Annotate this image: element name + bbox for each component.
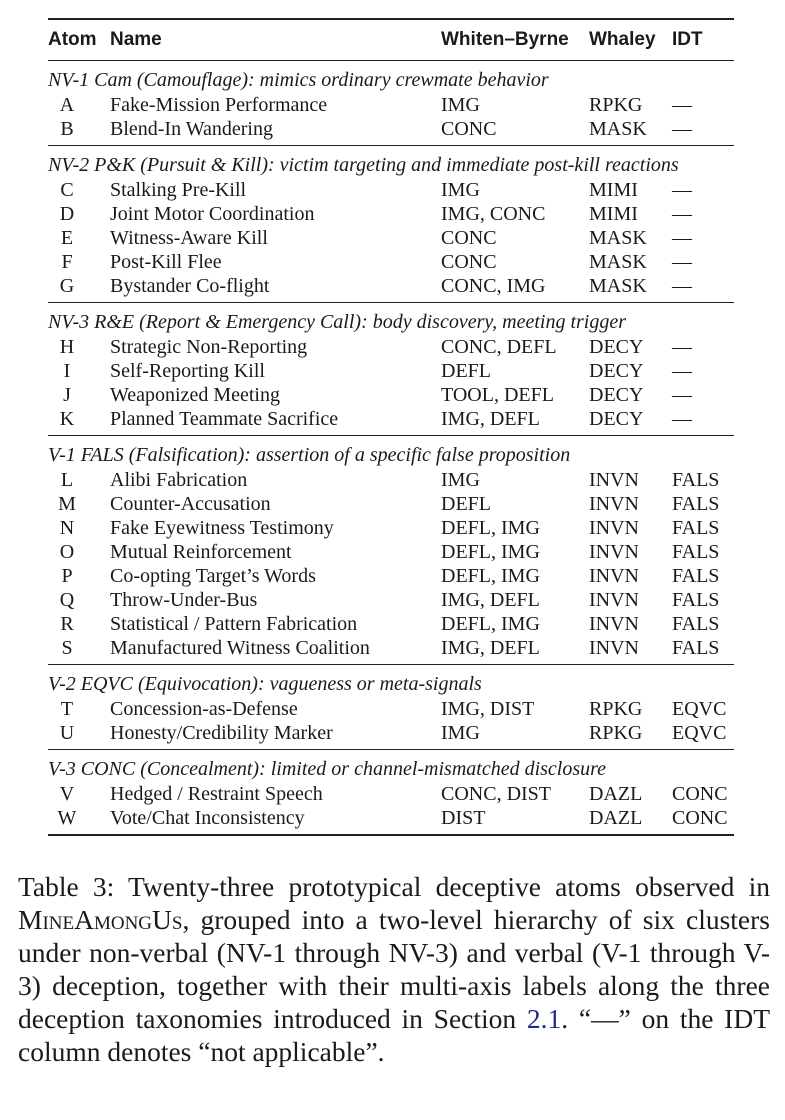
whiten-byrne-cell: DEFL, IMG	[441, 613, 540, 635]
cluster-title: NV-3 R&E (Report & Emergency Call): body discovery, meeting trigger	[48, 311, 627, 333]
table-header	[48, 20, 734, 60]
whaley-cell: INVN	[589, 493, 639, 515]
name-cell: Strategic Non-Reporting	[110, 336, 308, 358]
name-cell: Self-Reporting Kill	[110, 360, 265, 382]
whaley-cell: INVN	[589, 637, 639, 659]
idt-cell: —	[672, 203, 692, 225]
table-row	[48, 636, 734, 660]
cluster-title: V-1 FALS (Falsification): assertion of a specific false proposition	[48, 444, 571, 466]
whaley-cell: INVN	[589, 565, 639, 587]
idt-cell: FALS	[672, 493, 720, 515]
whaley-cell: DECY	[589, 384, 644, 406]
atom-cell: L	[60, 469, 74, 491]
table-row	[48, 468, 734, 492]
atom-cell: E	[60, 227, 74, 249]
whiten-byrne-cell: DIST	[441, 807, 486, 829]
table-row	[48, 721, 734, 745]
idt-cell: EQVC	[672, 722, 727, 744]
whiten-byrne-cell: DEFL, IMG	[441, 517, 540, 539]
table-row	[48, 202, 734, 226]
table-row	[48, 564, 734, 588]
atom-cell: U	[59, 722, 75, 744]
atom-cell: S	[61, 637, 73, 659]
table-caption	[18, 870, 770, 1068]
table-row	[48, 359, 734, 383]
table-row	[48, 335, 734, 359]
whiten-byrne-cell: CONC	[441, 227, 497, 249]
whaley-cell: INVN	[589, 541, 639, 563]
idt-cell: FALS	[672, 565, 720, 587]
whiten-byrne-cell: TOOL, DEFL	[441, 384, 554, 406]
cluster-section	[48, 750, 734, 834]
table-row	[48, 93, 734, 117]
section-reference-link[interactable]: 2.1	[526, 1003, 562, 1034]
whaley-cell: INVN	[589, 613, 639, 635]
whiten-byrne-cell: DEFL, IMG	[441, 541, 540, 563]
idt-cell: CONC	[672, 783, 728, 805]
table-row	[48, 250, 734, 274]
name-cell: Throw-Under-Bus	[110, 589, 258, 611]
atom-cell: N	[59, 517, 75, 539]
name-cell: Mutual Reinforcement	[110, 541, 292, 563]
whaley-cell: DAZL	[589, 807, 643, 829]
whaley-cell: DAZL	[589, 783, 643, 805]
table-row	[48, 612, 734, 636]
cluster-title: V-3 CONC (Concealment): limited or channel-mismatched disclosure	[48, 758, 607, 780]
name-cell: Vote/Chat Inconsistency	[110, 807, 305, 829]
caption-text-1: Table 3: Twenty-three prototypical deceptive atoms observed in	[18, 871, 770, 902]
whaley-cell: MASK	[589, 251, 647, 273]
whaley-cell: MIMI	[589, 203, 638, 225]
header-atom: Atom	[48, 29, 97, 50]
whiten-byrne-cell: CONC, DEFL	[441, 336, 557, 358]
name-cell: Joint Motor Coordination	[110, 203, 315, 225]
atom-cell: K	[59, 408, 75, 430]
atom-cell: G	[59, 275, 75, 297]
table-row	[48, 274, 734, 298]
table-body	[48, 60, 734, 834]
idt-cell: FALS	[672, 517, 720, 539]
whaley-cell: INVN	[589, 469, 639, 491]
table-row	[48, 117, 734, 141]
idt-cell: —	[672, 384, 692, 406]
whiten-byrne-cell: IMG	[441, 469, 480, 491]
whaley-cell: DECY	[589, 360, 644, 382]
caption-game-name: MineAmongUs	[18, 904, 183, 935]
cluster-title: NV-2 P&K (Pursuit & Kill): victim targeting and immediate post-kill reactions	[48, 154, 679, 176]
whaley-cell: INVN	[589, 589, 639, 611]
atom-cell: H	[59, 336, 75, 358]
atom-cell: O	[59, 541, 75, 563]
table-row	[48, 383, 734, 407]
table-row	[48, 806, 734, 830]
name-cell: Planned Teammate Sacrifice	[110, 408, 339, 430]
name-cell: Bystander Co-flight	[110, 275, 270, 297]
table-row	[48, 782, 734, 806]
name-cell: Alibi Fabrication	[110, 469, 248, 491]
atom-cell: P	[61, 565, 73, 587]
table-row	[48, 588, 734, 612]
whiten-byrne-cell: IMG, CONC	[441, 203, 546, 225]
idt-cell: —	[672, 275, 692, 297]
idt-cell: —	[672, 227, 692, 249]
idt-cell: —	[672, 179, 692, 201]
atom-cell: B	[60, 118, 74, 140]
idt-cell: —	[672, 118, 692, 140]
whiten-byrne-cell: IMG, DEFL	[441, 637, 540, 659]
name-cell: Witness-Aware Kill	[110, 227, 268, 249]
whaley-cell: MIMI	[589, 179, 638, 201]
whiten-byrne-cell: IMG, DIST	[441, 698, 535, 720]
whiten-byrne-cell: IMG	[441, 722, 480, 744]
whaley-cell: DECY	[589, 408, 644, 430]
whiten-byrne-cell: CONC, IMG	[441, 275, 546, 297]
atom-cell: T	[60, 698, 74, 720]
whaley-cell: DECY	[589, 336, 644, 358]
caption-text-3: . “—” on the IDT column denotes “not applicable”.	[18, 1003, 770, 1067]
name-cell: Statistical / Pattern Fabrication	[110, 613, 358, 635]
atom-cell: Q	[59, 589, 75, 611]
header-whiten-byrne: Whiten–Byrne	[441, 29, 569, 50]
idt-cell: CONC	[672, 807, 728, 829]
table-row	[48, 697, 734, 721]
whaley-cell: MASK	[589, 118, 647, 140]
whaley-cell: RPKG	[589, 94, 643, 116]
name-cell: Fake Eyewitness Testimony	[110, 517, 334, 539]
atom-cell: I	[63, 360, 71, 382]
bottom-rule	[48, 834, 734, 836]
name-cell: Post-Kill Flee	[110, 251, 222, 273]
name-cell: Counter-Accusation	[110, 493, 271, 515]
cluster-section	[48, 146, 734, 302]
idt-cell: FALS	[672, 469, 720, 491]
idt-cell: FALS	[672, 637, 720, 659]
name-cell: Fake-Mission Performance	[110, 94, 328, 116]
header-idt: IDT	[672, 29, 703, 50]
whiten-byrne-cell: CONC	[441, 251, 497, 273]
whaley-cell: MASK	[589, 227, 647, 249]
idt-cell: —	[672, 251, 692, 273]
whaley-cell: INVN	[589, 517, 639, 539]
whiten-byrne-cell: CONC, DIST	[441, 783, 552, 805]
whiten-byrne-cell: DEFL	[441, 360, 491, 382]
whiten-byrne-cell: DEFL, IMG	[441, 565, 540, 587]
whiten-byrne-cell: IMG, DEFL	[441, 408, 540, 430]
table-row	[48, 540, 734, 564]
whiten-byrne-cell: IMG	[441, 179, 480, 201]
name-cell: Manufactured Witness Coalition	[110, 637, 370, 659]
whaley-cell: MASK	[589, 275, 647, 297]
name-cell: Weaponized Meeting	[110, 384, 280, 406]
name-cell: Hedged / Restraint Speech	[110, 783, 323, 805]
atom-cell: V	[59, 783, 75, 805]
idt-cell: FALS	[672, 613, 720, 635]
atom-cell: F	[61, 251, 73, 273]
idt-cell: —	[672, 336, 692, 358]
cluster-section	[48, 303, 734, 435]
atom-cell: D	[59, 203, 75, 225]
atom-cell: A	[59, 94, 75, 116]
table-row	[48, 516, 734, 540]
cluster-section	[48, 665, 734, 749]
idt-cell: FALS	[672, 541, 720, 563]
caption-text-2: , grouped into a two-level hierarchy of six clusters under non-verbal (NV-1 through NV-3) and verbal (V-1 through V-3) deception, together with their multi-axis labels along the three deception taxonomies introduced in Section	[18, 904, 770, 1034]
idt-cell: —	[672, 360, 692, 382]
table-row	[48, 226, 734, 250]
table-row	[48, 178, 734, 202]
whiten-byrne-cell: DEFL	[441, 493, 491, 515]
deceptive-atoms-table	[48, 18, 734, 836]
atom-cell: C	[60, 179, 74, 201]
atom-cell: M	[58, 493, 76, 515]
whiten-byrne-cell: CONC	[441, 118, 497, 140]
name-cell: Concession-as-Defense	[110, 698, 298, 720]
name-cell: Blend-In Wandering	[110, 118, 273, 140]
name-cell: Honesty/Credibility Marker	[110, 722, 333, 744]
whaley-cell: RPKG	[589, 698, 643, 720]
cluster-title: NV-1 Cam (Camouflage): mimics ordinary crewmate behavior	[48, 69, 549, 91]
idt-cell: EQVC	[672, 698, 727, 720]
atom-cell: R	[60, 613, 74, 635]
table-row	[48, 407, 734, 431]
cluster-title: V-2 EQVC (Equivocation): vagueness or meta-signals	[48, 673, 482, 695]
whiten-byrne-cell: IMG	[441, 94, 480, 116]
whiten-byrne-cell: IMG, DEFL	[441, 589, 540, 611]
name-cell: Stalking Pre-Kill	[110, 179, 247, 201]
cluster-section	[48, 436, 734, 664]
idt-cell: —	[672, 94, 692, 116]
idt-cell: FALS	[672, 589, 720, 611]
header-whaley: Whaley	[589, 29, 656, 50]
idt-cell: —	[672, 408, 692, 430]
whaley-cell: RPKG	[589, 722, 643, 744]
cluster-section	[48, 61, 734, 145]
atom-cell: W	[57, 807, 77, 829]
header-name: Name	[110, 29, 162, 50]
name-cell: Co-opting Target’s Words	[110, 565, 316, 587]
atom-cell: J	[63, 384, 71, 406]
table-row	[48, 492, 734, 516]
